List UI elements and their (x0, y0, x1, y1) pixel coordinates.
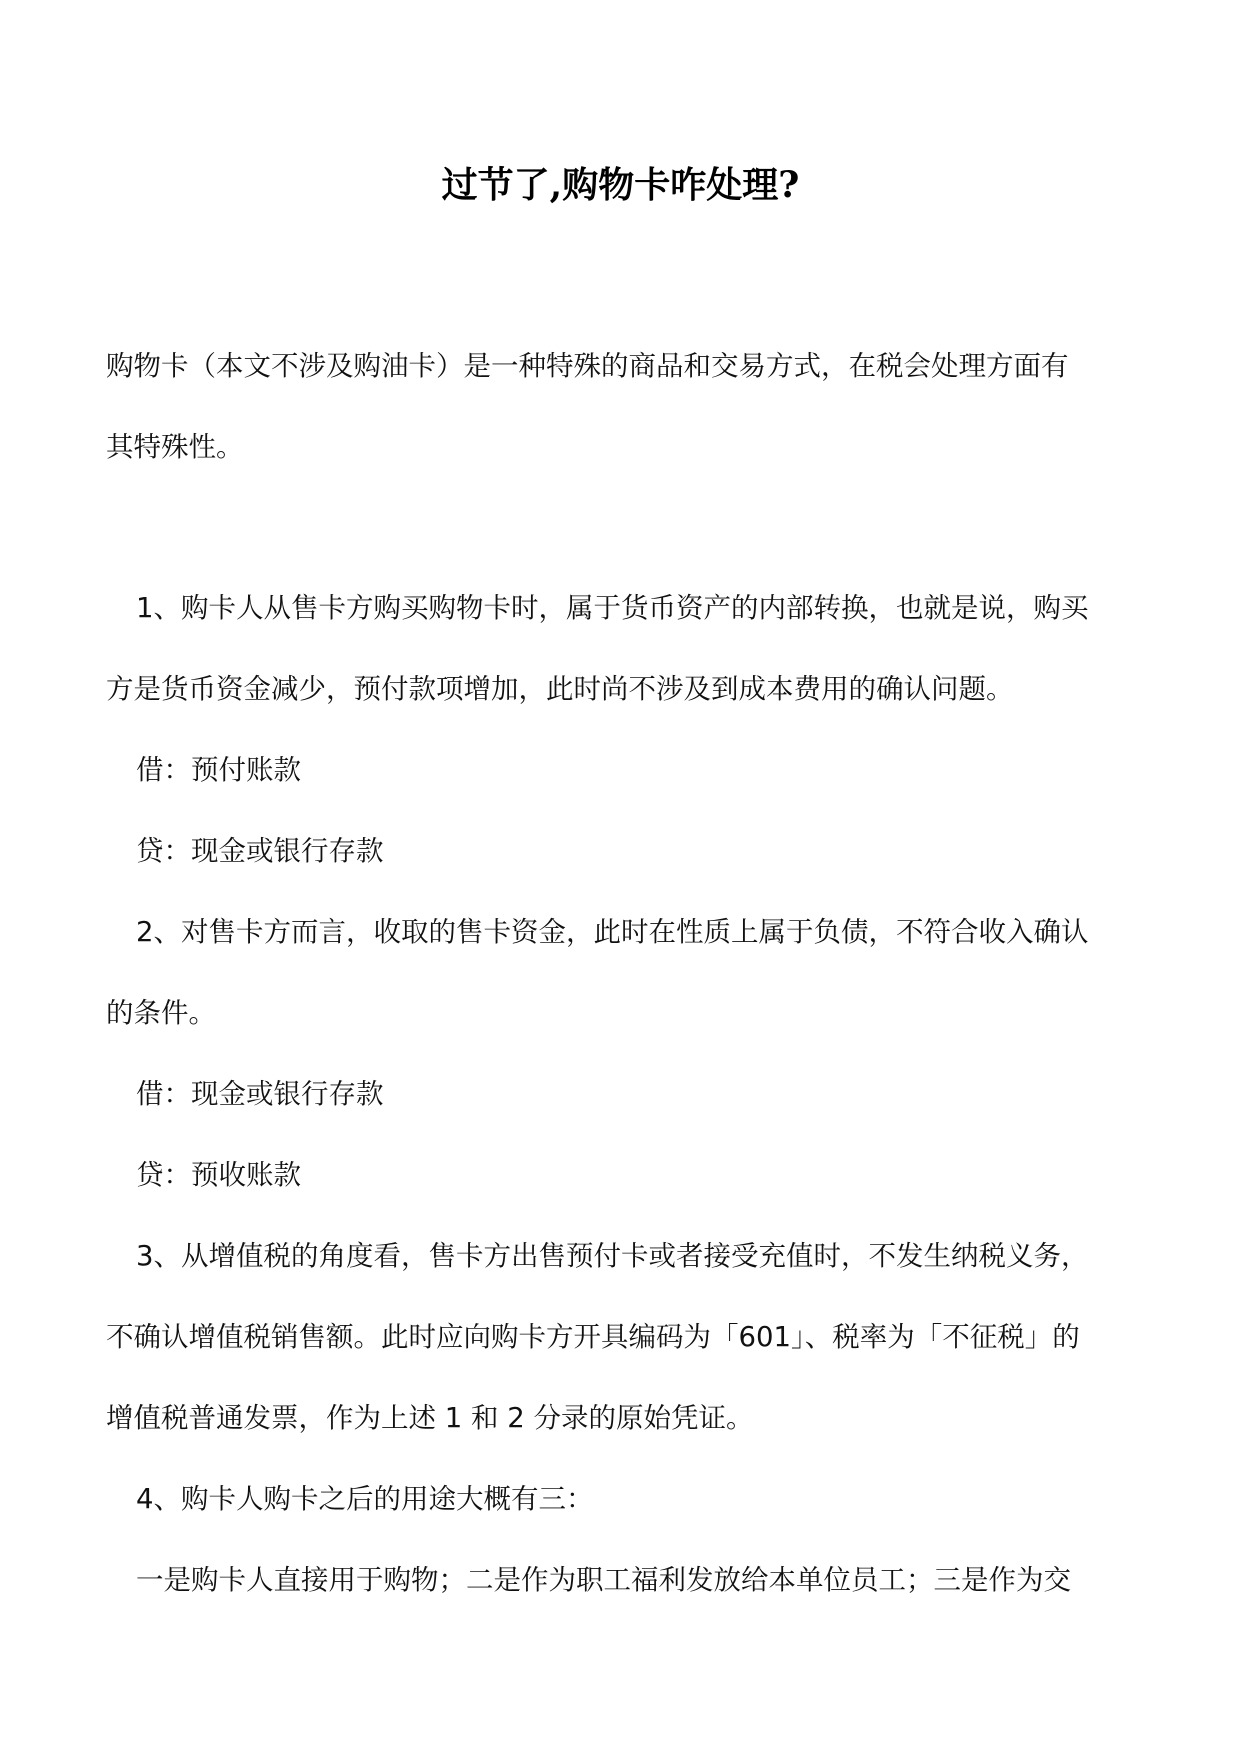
journal-entry-debit: 借：现金或银行存款 (136, 1078, 384, 1110)
paragraph-line: 2、对售卡方而言，收取的售卡资金，此时在性质上属于负债，不符合收入确认 (136, 916, 1089, 948)
paragraph-line: 增值税普通发票，作为上述 1 和 2 分录的原始凭证。 (106, 1402, 754, 1434)
journal-entry-credit: 贷：现金或银行存款 (136, 835, 384, 867)
uses-paragraph: 一是购卡人直接用于购物；二是作为职工福利发放给本单位员工；三是作为交 (136, 1564, 1071, 1596)
journal-entry-debit: 借：预付账款 (136, 754, 301, 786)
paragraph-line: 3、从增值税的角度看，售卡方出售预付卡或者接受充值时，不发生纳税义务， (136, 1240, 1089, 1272)
paragraph-line: 其特殊性。 (106, 431, 244, 463)
document-title: 过节了,购物卡咋处理? (441, 164, 800, 206)
journal-entry-credit: 贷：预收账款 (136, 1159, 301, 1191)
point-2-paragraph (106, 892, 1136, 1054)
paragraph-line: 1、购卡人从售卡方购买购物卡时，属于货币资产的内部转换，也就是说，购买 (136, 592, 1089, 624)
paragraph-line: 购物卡（本文不涉及购油卡）是一种特殊的商品和交易方式，在税会处理方面有 (106, 350, 1069, 382)
intro-paragraph (106, 326, 1136, 488)
paragraph-line: 方是货币资金减少，预付款项增加，此时尚不涉及到成本费用的确认问题。 (106, 673, 1014, 705)
paragraph-line: 的条件。 (106, 997, 216, 1029)
paragraph-line: 不确认增值税销售额。此时应向购卡方开具编码为「601」、税率为「不征税」的 (106, 1321, 1080, 1353)
point-3-paragraph (106, 1216, 1136, 1459)
point-1-paragraph (106, 568, 1136, 730)
point-4-paragraph: 4、购卡人购卡之后的用途大概有三： (136, 1483, 594, 1515)
